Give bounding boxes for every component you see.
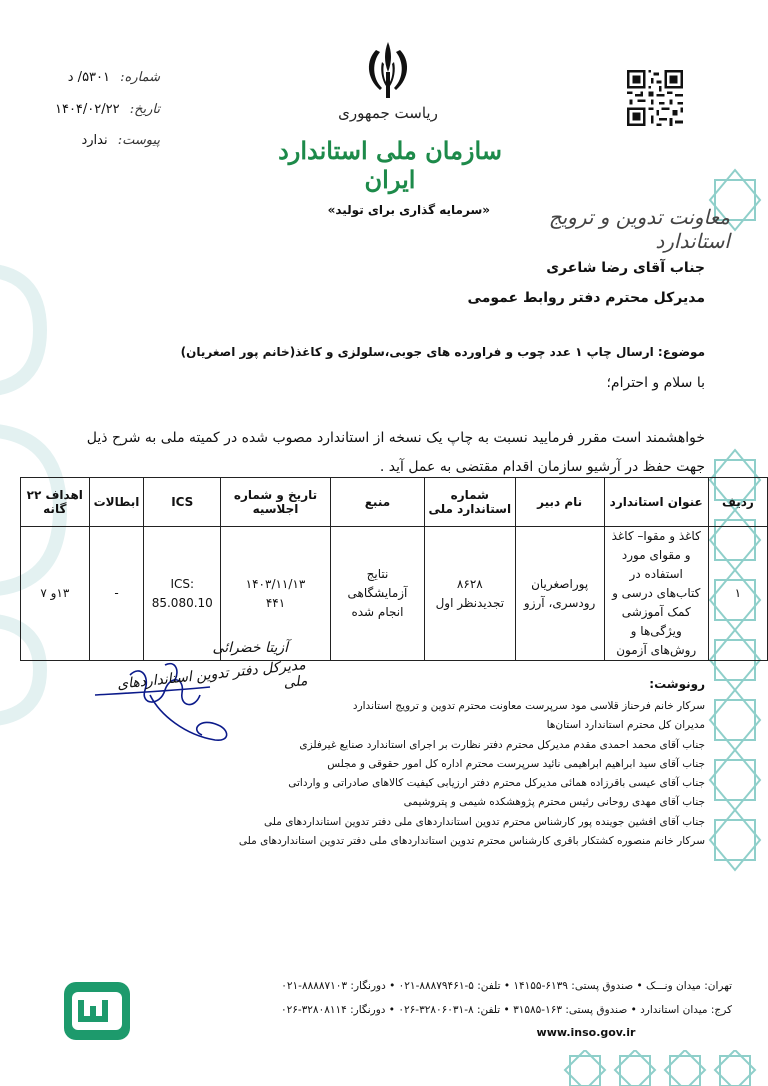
inso-logo-icon [62, 978, 132, 1044]
table-header-row [21, 478, 768, 527]
list-item: جناب آقای افشین جوینده پور کارشناس محترم تدوین استانداردهای ملی دفتر تدوین استانداردهای ملی [264, 815, 705, 828]
signatory-title: مدیرکل دفتر تدوین استانداردهای ملی [116, 657, 309, 693]
table-cell: - [89, 527, 144, 661]
list-item: مدیران کل محترم استاندارد استان‌ها [546, 719, 705, 732]
table-cell: ۱۴۰۳/۱۱/۱۳ ۴۴۱ [221, 527, 331, 661]
department-name: معاونت تدوین و ترویج استاندارد [548, 205, 730, 253]
letter-date-label: تاریخ: [129, 102, 160, 117]
iran-emblem-icon [358, 38, 418, 102]
column-header: ICS [144, 478, 221, 527]
list-item: جناب آقای مهدی روحانی رئیس محترم پژوهشکده شیمی و پتروشیمی [403, 796, 705, 809]
letter-number-label: شماره: [120, 70, 160, 85]
table-cell: نتایج آزمایشگاهی انجام شده [330, 527, 424, 661]
slogan: «سرمایه گذاری برای تولید» [327, 203, 490, 217]
column-header: شماره استاندارد ملی [425, 478, 516, 527]
organization-name: سازمان ملی استاندارد ایران [278, 136, 502, 194]
column-header: ردیف [708, 478, 767, 527]
letter-date-value: ۱۴۰۴/۰۲/۲۲ [54, 102, 120, 117]
column-header: اهداف ۲۲ گانه [21, 478, 90, 527]
addressee-name: جناب آقای رضا شاعری [546, 260, 705, 276]
addressee-title: مدیرکل محترم دفتر روابط عمومی [467, 290, 705, 306]
table-cell: ۱۳و ۷ [21, 527, 90, 661]
list-item: جناب آقای محمد احمدی مقدم مدیرکل محترم دفتر نظارت بر اجرای استاندارد صنایع غیرفلزی [299, 738, 705, 751]
table-cell: کاغذ و مقوا– کاغذ و مقوای مورد استفاده در کتاب‌های درسی و کمک آموزشی ویژگی‌ها و روش‌های آزمون [604, 527, 708, 661]
letter-attachment-label: پیوست: [117, 133, 160, 148]
qr-code-icon [627, 70, 683, 126]
cc-title: رونوشت: [649, 677, 705, 691]
table-cell: ۸۶۲۸ تجدیدنظر اول [425, 527, 516, 661]
letter-date [0, 102, 160, 117]
column-header: نام دبیر [515, 478, 604, 527]
column-header: منبع [330, 478, 424, 527]
letter-subject: موضوع: ارسال چاپ ۱ عدد چوب و فراورده های جوبی،سلولزی و کاغذ(خانم پور اصغریان) [180, 345, 705, 359]
cc-list [150, 697, 705, 851]
presidency-heading: ریاست جمهوری [338, 104, 438, 122]
footer-address-karaj: کرج: میدان استاندارد • صندوق پستی: ۱۶۳-۳۱۵۸۵ • تلفن: ۸-۳۲۸۰۶۰۳۱-۰۲۶ • دورنگار: ۳۲۸۰۸۱۱۴-۰۲۶ [280, 1004, 732, 1016]
standards-table [20, 477, 768, 661]
website-link[interactable]: www.inso.gov.ir [536, 1026, 636, 1039]
list-item: جناب آقای عیسی باقرزاده همائی مدیرکل محترم دفتر ارزیابی کیفیت کالاهای صادراتی و وارداتی [288, 777, 705, 790]
letter-number [0, 70, 160, 85]
greeting: با سلام و احترام؛ [606, 375, 705, 391]
letter-attachment [0, 133, 160, 148]
footer-address-tehran: تهران: میدان ونـــک • صندوق پستی: ۶۱۳۹-۱۴۱۵۵ • تلفن: ۵-۸۸۸۷۹۴۶۱-۰۲۱ • دورنگار: ۸۸۸۸۷۱۰۳-۰۲۱ [281, 980, 732, 992]
body-paragraph: خواهشمند است مقرر فرمایید نسبت به چاپ یک نسخه از استاندارد مصوب شده در کمیته ملی به شرح ذیل جهت حفظ در آرشیو سازمان اقدام مقتضی به عمل آید . [86, 430, 705, 475]
table-cell: ۱ [708, 527, 767, 661]
list-item: سرکار خانم فرحناز قلاسی مود سرپرست معاونت محترم تدوین و ترویج استاندارد [352, 700, 705, 712]
letter-number-value: ۵۳۰۱/ د [67, 70, 111, 85]
list-item: جناب آقای سید ابراهیم ابراهیمی نائید سرپرست محترم اداره کل امور حقوقی و مجلس [327, 757, 705, 770]
column-header: تاریخ و شماره اجلاسیه [221, 478, 331, 527]
table-cell: ICS: 85.080.10 [144, 527, 221, 661]
decorative-pattern-bottom [560, 1050, 768, 1086]
table-cell: پوراصغریان رودسری، آرزو [515, 527, 604, 661]
list-item: سرکار خانم منصوره کشتکار باقری کارشناس محترم تدوین استانداردهای ملی دفتر تدوین استانداردهای ملی [238, 835, 705, 848]
column-header: ابطالات [89, 478, 144, 527]
letter-attachment-value: ندارد [81, 133, 108, 148]
signatory-name: آزیتا خضرائی [212, 640, 288, 656]
column-header: عنوان استاندارد [604, 478, 708, 527]
